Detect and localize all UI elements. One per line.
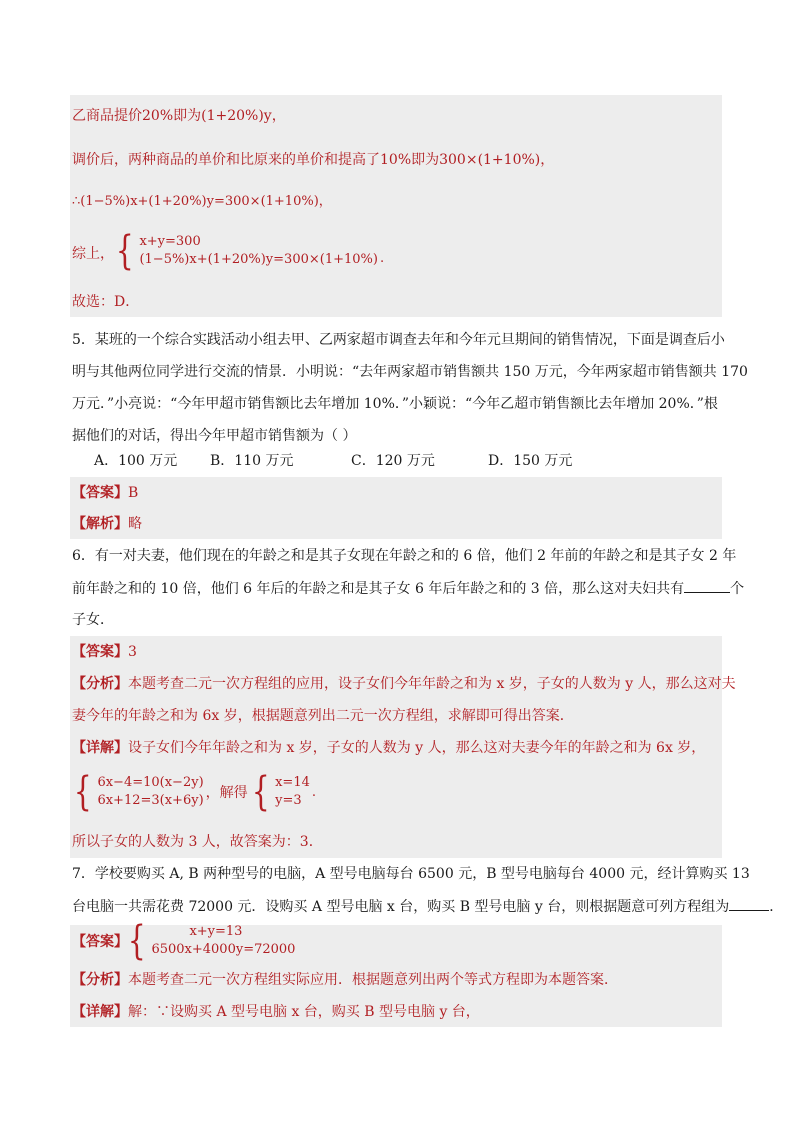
q6-answer <box>72 642 137 662</box>
q6-conclusion: 所以子女的人数为 3 人，故答案为：3． <box>72 834 323 850</box>
sol4-line1: 乙商品提价20%即为(1+20%)y， <box>72 108 286 124</box>
q6-solve-text: ，解得 <box>205 785 248 801</box>
q5-analysis <box>72 514 142 534</box>
q7-line2-suffix: ． <box>769 899 784 915</box>
sol4-line2: 调价后，两种商品的单价和比原来的单价和提高了10%即为300×(1+10%)， <box>72 152 555 168</box>
q5-option-b: B．110 万元 <box>210 453 294 469</box>
q5-answer <box>72 483 138 503</box>
q6-line2-text: 前年龄之和的 10 倍，他们 6 年后的年龄之和是其子女 6 年后年龄之和的 3 倍，那么这对夫妇共有 <box>72 581 685 597</box>
sol4-sys-row2: (1−5%)x+(1+20%)y=300×(1+10%) <box>139 252 378 267</box>
q5-analysis-value: 略 <box>128 516 142 532</box>
q7-answer-label-line <box>72 932 128 952</box>
q6-xiangjie-text: 设子女们今年年龄之和为 x 岁，子女的人数为 y 人，那么这对夫妻今年的年龄之和为 6x 岁， <box>128 740 706 756</box>
q6-sol-row1: x=14 <box>275 775 310 790</box>
q7-line2-text: 台电脑一共需花费 72000 元．设购买 A 型号电脑 x 台，购买 B 型号电脑 y 台，则根据题意可列方程组为 <box>72 899 730 915</box>
q6-line2-suffix: 个 <box>730 581 745 597</box>
sol4-line3: ∴(1−5%)x+(1+20%)y=300×(1+10%)， <box>72 194 332 209</box>
q7-sys-row2: 6500x+4000y=72000 <box>151 942 296 957</box>
q5-line3: 万元．”小亮说：“今年甲超市销售额比去年增加 10%．”小颖说：“今年乙超市销售额比去年增加 20%．”根 <box>72 396 718 412</box>
q7-line1: 7．学校要购买 A, B 两种型号的电脑，A 型号电脑每台 6500 元，B 型号电脑每台 4000 元，经计算购买 13 <box>72 866 750 882</box>
q7-fenxi-label: 【分析】 <box>72 972 128 988</box>
q5-line1: 5．某班的一个综合实践活动小组去甲、乙两家超市调查去年和今年元旦期间的销售情况，下面是调查后小 <box>72 332 725 348</box>
q6-answer-blank[interactable] <box>684 578 730 593</box>
q5-analysis-label: 【解析】 <box>72 516 128 532</box>
q7-xiangjie-label: 【详解】 <box>72 1004 128 1020</box>
q7-line2 <box>72 896 783 917</box>
q6-sys-row1: 6x−4=10(x−2y) <box>97 775 204 790</box>
q6-sys-row2: 6x+12=3(x+6y) <box>97 793 204 808</box>
q7-answer-label: 【答案】 <box>72 934 128 950</box>
q5-option-a: A．100 万元 <box>94 453 178 469</box>
q5-line4: 据他们的对话，得出今年甲超市销售额为（ ） <box>72 428 357 444</box>
sol4-line4-prefix: 综上， <box>72 246 114 262</box>
q7-fenxi-text: 本题考查二元一次方程组实际应用．根据题意列出两个等式方程即为本题答案． <box>128 972 618 988</box>
q7-xiangjie-text: 解：∵设购买 A 型号电脑 x 台，购买 B 型号电脑 y 台， <box>128 1004 480 1020</box>
q5-answer-value: B <box>128 485 139 501</box>
q6-xiangjie-label: 【详解】 <box>72 740 128 756</box>
q7-fenxi <box>72 970 618 990</box>
q6-fenxi-text1: 本题考查二元一次方程组的应用，设子女们今年年龄之和为 x 岁，子女的人数为 y 人，那么这对夫 <box>128 676 736 692</box>
q7-answer-blank[interactable] <box>729 896 769 911</box>
q6-answer-value: 3 <box>128 644 137 660</box>
sol4-line5: 故选：D． <box>72 294 140 310</box>
q5-line2: 明与其他两位同学进行交流的情景．小明说：“去年两家超市销售额共 150 万元，今年两家超市销售额共 170 <box>72 364 748 380</box>
q5-option-d: D．150 万元 <box>488 453 573 469</box>
q7-equation-system: { x+y=13 6500x+4000y=72000 <box>127 918 296 964</box>
q6-xiangjie-line1 <box>72 738 705 758</box>
sol4-equation-system: { x+y=300 (1−5%)x+(1+20%)y=300×(1+10%) . <box>115 228 385 274</box>
q6-line3: 子女． <box>72 612 114 628</box>
q5-option-c: C．120 万元 <box>351 453 435 469</box>
q6-line1: 6．有一对夫妻，他们现在的年龄之和是其子女现在年龄之和的 6 倍，他们 2 年前的年龄之和是其子女 2 年 <box>72 548 737 564</box>
q7-xiangjie <box>72 1002 480 1022</box>
q6-equation-system: { 6x−4=10(x−2y) 6x+12=3(x+6y) ，解得 { x=14 y=3 . <box>73 769 317 815</box>
q6-fenxi-line1 <box>72 674 736 694</box>
q6-line2 <box>72 578 744 599</box>
q6-answer-label: 【答案】 <box>72 644 128 660</box>
q7-sys-row1: x+y=13 <box>189 924 243 939</box>
q5-answer-label: 【答案】 <box>72 485 128 501</box>
q6-fenxi-label: 【分析】 <box>72 676 128 692</box>
q6-fenxi-line2: 妻今年的年龄之和为 6x 岁，根据题意列出二元一次方程组，求解即可得出答案． <box>72 708 574 724</box>
q6-sol-row2: y=3 <box>275 793 302 808</box>
sol4-sys-row1: x+y=300 <box>139 234 201 249</box>
answer-shade-q5 <box>70 477 722 539</box>
